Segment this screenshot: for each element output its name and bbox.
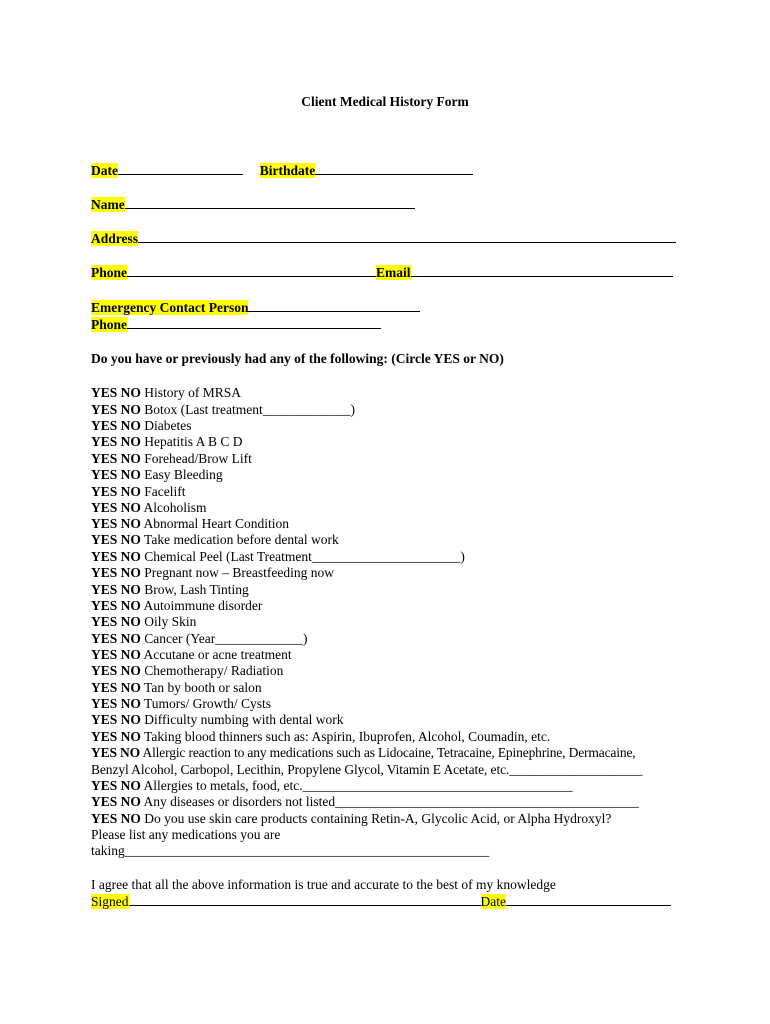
birthdate-label: Birthdate xyxy=(259,163,316,178)
item-text: Allergic reaction to any medications such as Lidocaine, Tetracaine, Epinephrine, Dermacaine, xyxy=(142,745,636,760)
yes-no-choice[interactable]: YES NO xyxy=(91,598,141,613)
item-text: Alcoholism xyxy=(143,500,207,515)
yes-no-choice[interactable]: YES NO xyxy=(91,729,141,744)
allergy-continuation: Benzyl Alcohol, Carbopol, Lecithin, Propylene Glycol, Vitamin E Acetate, etc.____________________ xyxy=(91,762,643,777)
item-text: Allergies to metals, food, etc.________________________________________ xyxy=(143,778,573,793)
phone-email-row xyxy=(91,265,673,281)
list-item xyxy=(91,680,262,696)
yes-no-choice[interactable]: YES NO xyxy=(91,418,141,433)
emergency-phone-row xyxy=(91,317,381,333)
yes-no-choice[interactable]: YES NO xyxy=(91,663,141,678)
list-item xyxy=(91,712,344,728)
list-item xyxy=(91,696,271,712)
medications-prompt: Please list any medications you are xyxy=(91,827,281,842)
signature-field[interactable] xyxy=(129,904,481,906)
list-item xyxy=(91,647,292,663)
item-text: Any diseases or disorders not listed_____________________________________________ xyxy=(143,794,639,809)
emergency-phone-label: Phone xyxy=(91,317,128,332)
yes-no-choice[interactable]: YES NO xyxy=(91,696,141,711)
yes-no-choice[interactable]: YES NO xyxy=(91,794,141,809)
yes-no-choice[interactable]: YES NO xyxy=(91,745,140,760)
phone-label: Phone xyxy=(91,265,128,280)
agreement-text: I agree that all the above information is true and accurate to the best of my knowledge xyxy=(91,877,556,892)
item-text: Chemical Peel (Last Treatment______________________) xyxy=(144,549,465,564)
date-birthdate-row xyxy=(91,163,473,179)
list-item xyxy=(91,598,262,614)
list-item xyxy=(91,663,283,679)
item-text: Difficulty numbing with dental work xyxy=(144,712,344,727)
yes-no-choice[interactable]: YES NO xyxy=(91,549,141,564)
item-text: Tumors/ Growth/ Cysts xyxy=(144,696,272,711)
item-text: Autoimmune disorder xyxy=(143,598,263,613)
yes-no-choice[interactable]: YES NO xyxy=(91,712,141,727)
emergency-contact-field[interactable] xyxy=(248,310,420,312)
yes-no-choice[interactable]: YES NO xyxy=(91,516,141,531)
name-label: Name xyxy=(91,197,125,212)
yes-no-choice[interactable]: YES NO xyxy=(91,484,141,499)
item-text: Accutane or acne treatment xyxy=(143,647,292,662)
signature-row xyxy=(91,894,671,910)
phone-field[interactable] xyxy=(127,275,376,277)
item-text: History of MRSA xyxy=(144,385,242,400)
form-title: Client Medical History Form xyxy=(301,94,469,109)
emergency-contact-label: Emergency Contact Person xyxy=(91,300,249,315)
yes-no-choice[interactable]: YES NO xyxy=(91,532,141,547)
yes-no-choice[interactable]: YES NO xyxy=(91,434,141,449)
list-item xyxy=(91,532,339,548)
name-row xyxy=(91,197,415,213)
yes-no-choice[interactable]: YES NO xyxy=(91,582,141,597)
yes-no-choice[interactable]: YES NO xyxy=(91,385,141,400)
item-text: Abnormal Heart Condition xyxy=(143,516,290,531)
email-label: Email xyxy=(376,265,411,280)
item-text: Chemotherapy/ Radiation xyxy=(144,663,284,678)
signed-date-label: Date xyxy=(480,894,506,909)
birthdate-field[interactable] xyxy=(315,173,473,175)
signed-label: Signed xyxy=(91,894,129,909)
list-item xyxy=(91,778,573,794)
item-text: Easy Bleeding xyxy=(144,467,223,482)
date-field[interactable] xyxy=(118,173,243,175)
question-heading: Do you have or previously had any of the following: (Circle YES or NO) xyxy=(91,351,504,366)
item-text: Brow, Lash Tinting xyxy=(144,582,249,597)
address-label: Address xyxy=(91,231,139,246)
emergency-phone-field[interactable] xyxy=(127,327,381,329)
item-text: Do you use skin care products containing Retin-A, Glycolic Acid, or Alpha Hydroxyl? xyxy=(144,811,612,826)
medications-field[interactable]: taking______________________________________________________ xyxy=(91,843,490,858)
yes-no-choice[interactable]: YES NO xyxy=(91,631,141,646)
list-item xyxy=(91,451,252,467)
item-text: Cancer (Year_____________) xyxy=(144,631,308,646)
address-row xyxy=(91,231,676,247)
list-item xyxy=(91,631,308,647)
list-item xyxy=(91,811,611,827)
list-item xyxy=(91,418,192,434)
list-item xyxy=(91,385,241,401)
yes-no-choice[interactable]: YES NO xyxy=(91,451,141,466)
date-label: Date xyxy=(91,163,118,178)
list-item xyxy=(91,402,355,418)
list-item xyxy=(91,794,639,810)
yes-no-choice[interactable]: YES NO xyxy=(91,614,141,629)
signed-date-field[interactable] xyxy=(506,904,671,906)
item-text: Take medication before dental work xyxy=(144,532,339,547)
emergency-contact-row xyxy=(91,300,420,316)
list-item xyxy=(91,614,196,630)
yes-no-choice[interactable]: YES NO xyxy=(91,811,141,826)
list-item xyxy=(91,745,636,761)
list-item xyxy=(91,582,249,598)
name-field[interactable] xyxy=(125,207,415,209)
item-text: Taking blood thinners such as: Aspirin, Ibuprofen, Alcohol, Coumadin, etc. xyxy=(144,729,551,744)
list-item xyxy=(91,549,465,565)
item-text: Diabetes xyxy=(144,418,192,433)
yes-no-choice[interactable]: YES NO xyxy=(91,647,141,662)
item-text: Facelift xyxy=(144,484,186,499)
list-item xyxy=(91,516,289,532)
list-item xyxy=(91,565,334,581)
item-text: Hepatitis A B C D xyxy=(144,434,243,449)
yes-no-choice[interactable]: YES NO xyxy=(91,402,141,417)
item-text: Botox (Last treatment_____________) xyxy=(144,402,355,417)
address-field[interactable] xyxy=(138,241,676,243)
list-item xyxy=(91,729,550,745)
item-text: Tan by booth or salon xyxy=(144,680,262,695)
list-item xyxy=(91,434,243,450)
list-item xyxy=(91,484,186,500)
yes-no-choice[interactable]: YES NO xyxy=(91,467,141,482)
email-field[interactable] xyxy=(411,275,673,277)
list-item xyxy=(91,500,207,516)
item-text: Forehead/Brow Lift xyxy=(144,451,252,466)
item-text: Oily Skin xyxy=(144,614,197,629)
list-item xyxy=(91,467,223,483)
yes-no-choice[interactable]: YES NO xyxy=(91,778,141,793)
item-text: Pregnant now – Breastfeeding now xyxy=(144,565,334,580)
yes-no-choice[interactable]: YES NO xyxy=(91,500,141,515)
yes-no-choice[interactable]: YES NO xyxy=(91,565,141,580)
yes-no-choice[interactable]: YES NO xyxy=(91,680,141,695)
